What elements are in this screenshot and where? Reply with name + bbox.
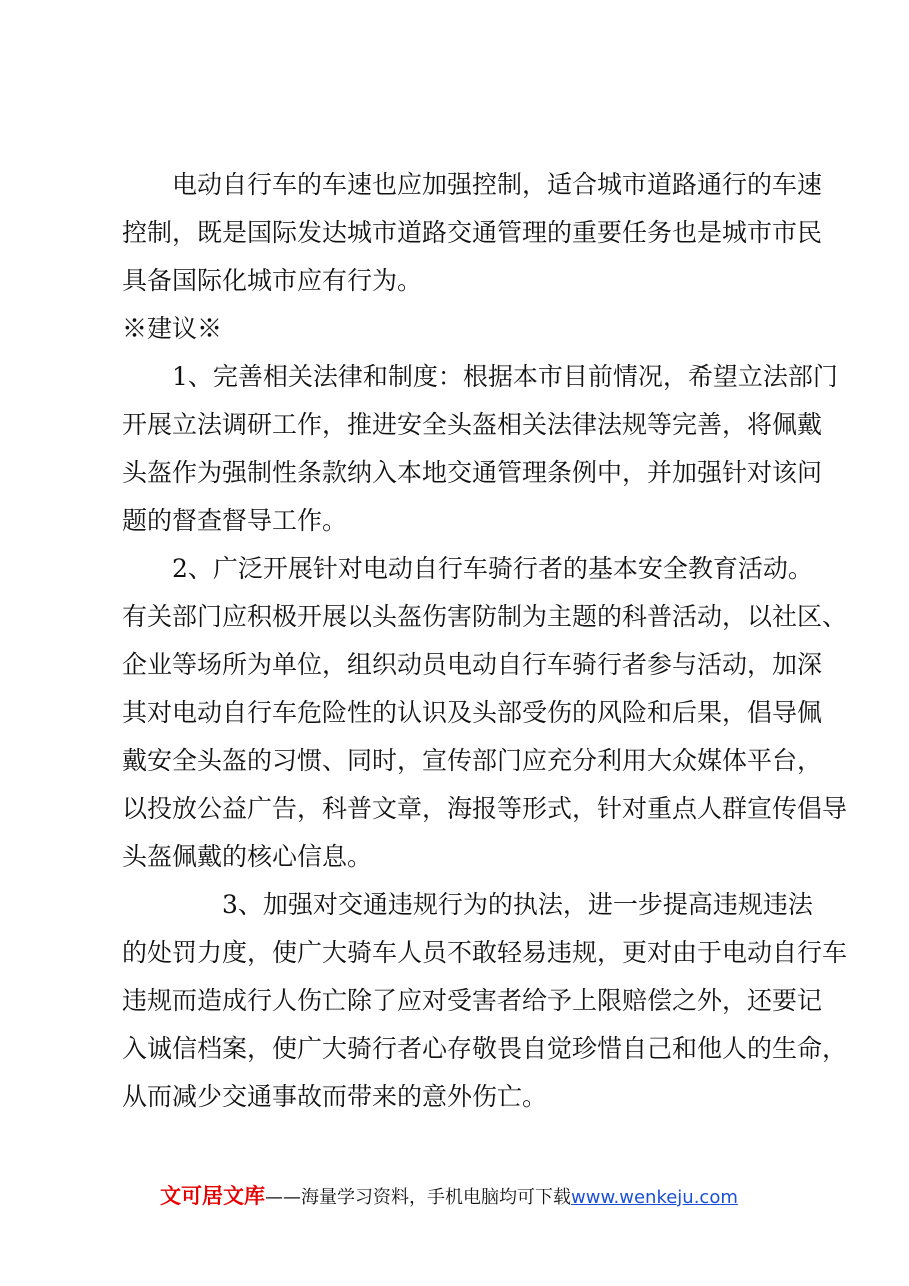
text-line: 控制，既是国际发达城市道路交通管理的重要任务也是城市市民 <box>122 218 823 247</box>
footer-slogan: ——海量学习资料，手机电脑均可下载 <box>265 1187 571 1208</box>
text-line: 以投放公益广告，科普文章，海报等形式，针对重点人群宣传倡导 <box>122 794 848 823</box>
text-line: 3、加强对交通违规行为的执法，进一步提高违规违法 <box>222 890 813 919</box>
text-line: 入诚信档案，使广大骑行者心存敬畏自觉珍惜自己和他人的生命， <box>122 1034 848 1063</box>
text-line: 题的督查督导工作。 <box>122 506 348 535</box>
text-line: 1、完善相关法律和制度：根据本市目前情况，希望立法部门 <box>172 362 838 391</box>
text-line: 具备国际化城市应有行为。 <box>122 266 423 295</box>
text-line: 的处罚力度，使广大骑车人员不敢轻易违规，更对由于电动自行车 <box>122 938 848 967</box>
text-line: 头盔佩戴的核心信息。 <box>122 842 373 871</box>
text-line: 电动自行车的车速也应加强控制，适合城市道路通行的车速 <box>172 170 823 199</box>
section-heading: ※建议※ <box>122 314 223 343</box>
text-line: 戴安全头盔的习惯、同时，宣传部门应充分利用大众媒体平台， <box>122 746 823 775</box>
text-line: 2、广泛开展针对电动自行车骑行者的基本安全教育活动。 <box>172 554 813 583</box>
text-line: 开展立法调研工作，推进安全头盔相关法律法规等完善，将佩戴 <box>122 410 823 439</box>
text-line: 其对电动自行车危险性的认识及头部受伤的风险和后果，倡导佩 <box>122 698 823 727</box>
footer-site-link[interactable]: www.wenkeju.com <box>571 1187 738 1208</box>
footer-brand: 文可居文库 <box>160 1184 265 1208</box>
text-line: 从而减少交通事故而带来的意外伤亡。 <box>122 1082 548 1111</box>
text-line: 头盔作为强制性条款纳入本地交通管理条例中，并加强针对该问 <box>122 458 823 487</box>
text-line: 有关部门应积极开展以头盔伤害防制为主题的科普活动，以社区、 <box>122 602 848 631</box>
page-footer <box>160 1180 800 1212</box>
text-line: 企业等场所为单位，组织动员电动自行车骑行者参与活动，加深 <box>122 650 823 679</box>
text-line: 违规而造成行人伤亡除了应对受害者给予上限赔偿之外，还要记 <box>122 986 823 1015</box>
